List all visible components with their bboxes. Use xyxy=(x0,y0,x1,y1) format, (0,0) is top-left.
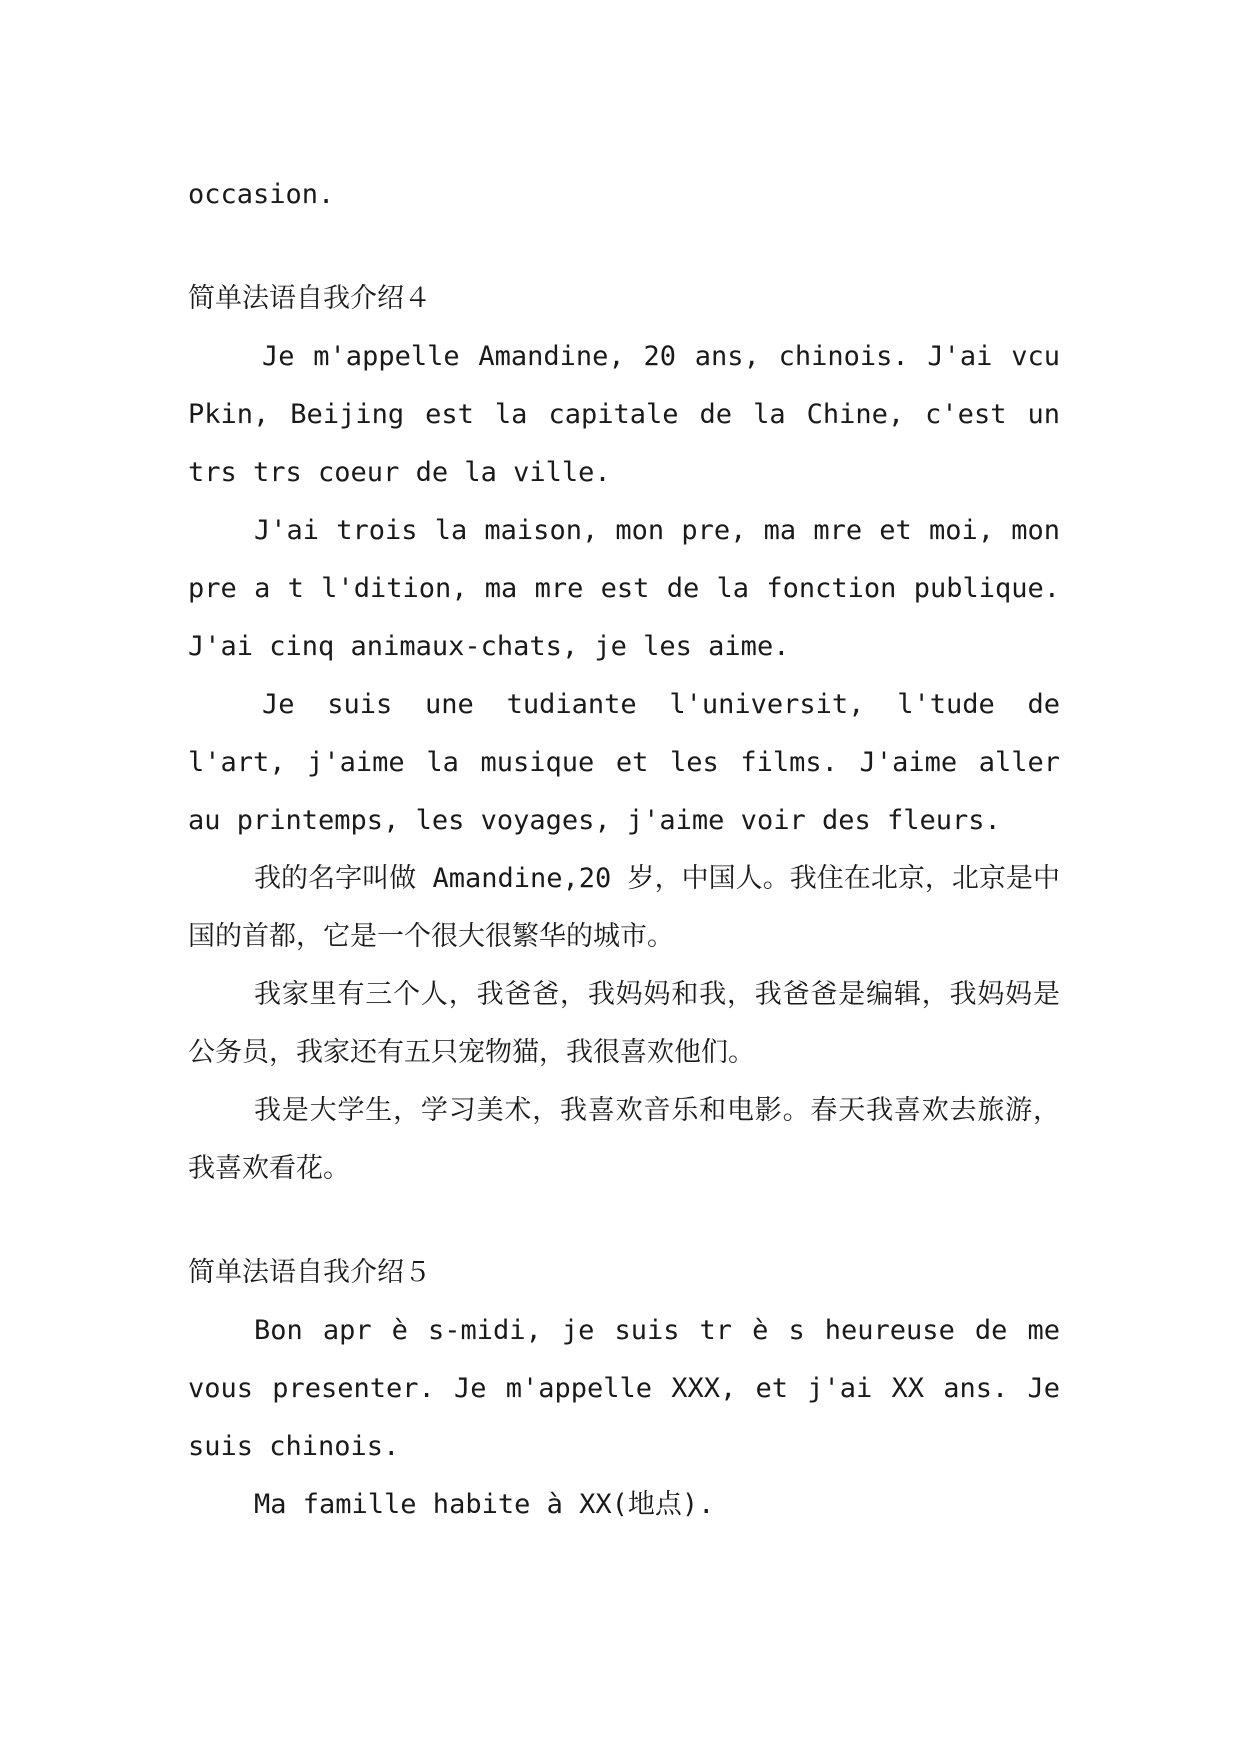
section-4-title: 简单法语自我介绍４ xyxy=(188,283,431,314)
section-4-paragraph: J'ai trois la maison, mon pre, ma mre et moi, mon pre a t l'dition, ma mre est de la fonction publique. J'ai cinq animaux-chats, je les aime. xyxy=(188,515,1060,662)
section-4-paragraph: 我家里有三个人，我爸爸，我妈妈和我，我爸爸是编辑，我妈妈是公务员，我家还有五只宠物猫，我很喜欢他们。 xyxy=(188,979,1060,1068)
section-5-paragraph: Bon apr è s-midi, je suis tr è s heureuse de me vous presenter. Je m'appelle XXX, et j'ai XX ans. Je suis chinois. xyxy=(188,1315,1060,1462)
section-4-paragraph: Je m'appelle Amandine, 20 ans, chinois. J'ai vcu Pkin, Beijing est la capitale de la Chine, c'est un trs trs coeur de la ville. xyxy=(188,341,1060,488)
continuation-text: occasion. xyxy=(188,179,335,210)
section-4-paragraph: Je suis une tudiante l'universit, l'tude de l'art, j'aime la musique et les films. J'aime aller au printemps, les voyages, j'aime voir des fleurs. xyxy=(188,689,1060,836)
section-4-paragraph: 我是大学生，学习美术，我喜欢音乐和电影。春天我喜欢去旅游，我喜欢看花。 xyxy=(188,1095,1060,1184)
section-5-title: 简单法语自我介绍５ xyxy=(188,1257,431,1288)
section-5-paragraph: Ma famille habite à XX(地点). xyxy=(254,1489,715,1520)
section-4-paragraph: 我的名字叫做 Amandine,20 岁，中国人。我住在北京，北京是中国的首都，它是一个很大很繁华的城市。 xyxy=(188,863,1060,952)
document-body xyxy=(188,166,1060,1534)
